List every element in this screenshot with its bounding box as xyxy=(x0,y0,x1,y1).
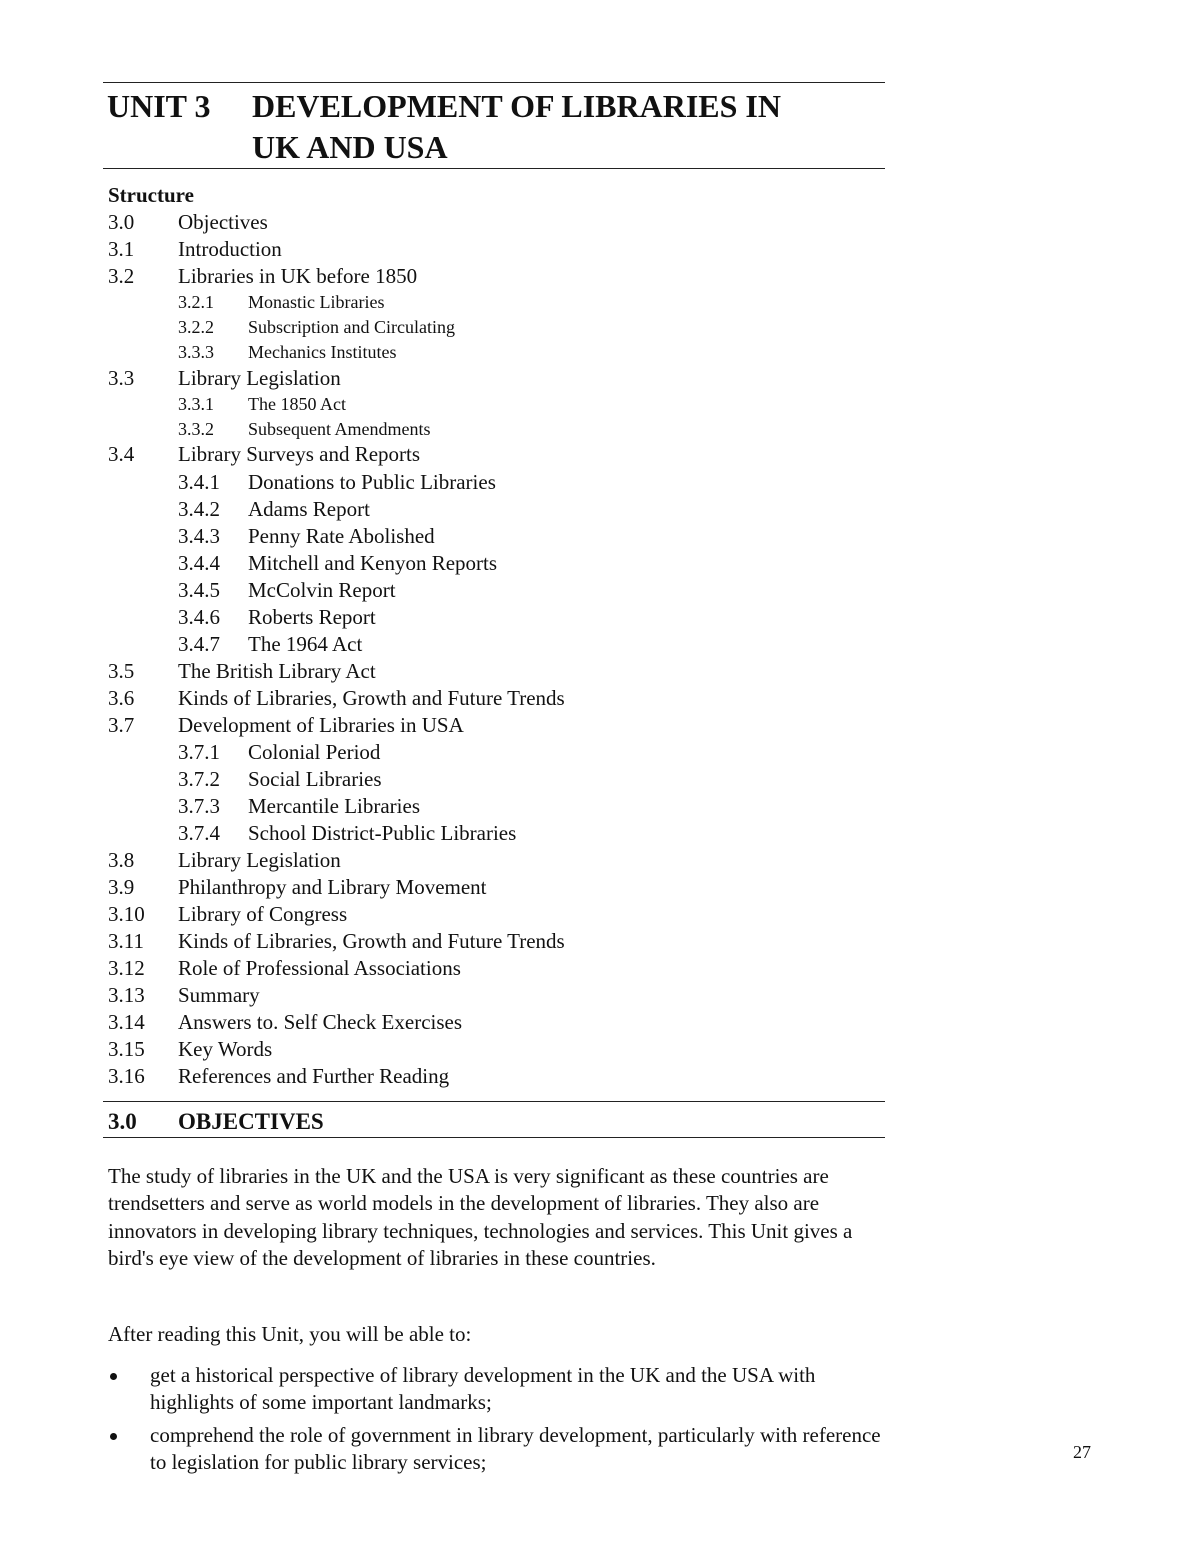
section-title: OBJECTIVES xyxy=(178,1109,324,1134)
toc-item-title: Roberts Report xyxy=(248,605,376,629)
toc-item-number: 3.7.2 xyxy=(178,767,220,791)
toc-item-number: 3.2 xyxy=(108,264,135,288)
toc-item-number: 3.3.2 xyxy=(178,419,214,439)
objectives-lead-in: After reading this Unit, you will be able to: xyxy=(108,1322,472,1346)
toc-item-number: 3.2.1 xyxy=(178,292,214,312)
toc-item-title: Mitchell and Kenyon Reports xyxy=(248,551,498,575)
toc-item-title: School District-Public Libraries xyxy=(248,821,517,845)
toc-item-title: Philanthropy and Library Movement xyxy=(178,875,487,899)
unit-title-line1: DEVELOPMENT OF LIBRARIES IN xyxy=(252,88,781,124)
page-number: 27 xyxy=(1073,1442,1091,1462)
toc-item-number: 3.12 xyxy=(108,956,145,980)
unit-title-line2: UK AND USA xyxy=(252,129,448,165)
toc-item-number: 3.3 xyxy=(108,366,135,390)
toc-item-title: Library Legislation xyxy=(178,366,341,390)
toc-item-number: 3.4.5 xyxy=(178,578,220,602)
toc-item-title: Penny Rate Abolished xyxy=(248,524,435,548)
toc-item-title: Mercantile Libraries xyxy=(248,794,420,818)
toc-item-title: The 1964 Act xyxy=(248,632,363,656)
section-number: 3.0 xyxy=(108,1109,137,1134)
toc-item-number: 3.11 xyxy=(108,929,144,953)
bullet-icon xyxy=(110,1433,117,1440)
toc-item-title: Subsequent Amendments xyxy=(248,419,431,439)
toc-item-title: Library of Congress xyxy=(178,902,348,926)
toc-item-number: 3.5 xyxy=(108,659,135,683)
toc-item-title: Library Surveys and Reports xyxy=(178,442,421,466)
toc-item-title: Monastic Libraries xyxy=(248,292,385,312)
toc-item-number: 3.8 xyxy=(108,848,135,872)
toc-item-number: 3.2.2 xyxy=(178,317,214,337)
bullet-text: comprehend the role of government in library development, particularly with reference to legislation for public library services; xyxy=(150,1423,881,1475)
title-bottom-rule xyxy=(103,168,885,169)
toc-item-number: 3.7.3 xyxy=(178,794,220,818)
toc-item-number: 3.16 xyxy=(108,1064,145,1088)
toc-item-title: Libraries in UK before 1850 xyxy=(178,264,418,288)
toc-item-title: Mechanics Institutes xyxy=(248,342,397,362)
structure-label: Structure xyxy=(108,183,194,207)
toc-item-title: Answers to. Self Check Exercises xyxy=(178,1010,463,1034)
unit-number: UNIT 3 xyxy=(107,88,211,124)
toc-item-title: The 1850 Act xyxy=(248,394,346,414)
toc-item-number: 3.14 xyxy=(108,1010,145,1034)
toc-item-number: 3.15 xyxy=(108,1037,145,1061)
toc-item-number: 3.7 xyxy=(108,713,135,737)
bullet-text: get a historical perspective of library development in the UK and the USA with highlights of some important landmarks; xyxy=(150,1363,816,1415)
toc-item-number: 3.10 xyxy=(108,902,145,926)
toc-item-title: Summary xyxy=(178,983,260,1007)
toc-item-title: Social Libraries xyxy=(248,767,382,791)
toc-item-number: 3.13 xyxy=(108,983,145,1007)
toc-item-title: Kinds of Libraries, Growth and Future Trends xyxy=(178,686,565,710)
top-rule xyxy=(103,82,885,83)
toc-item-number: 3.4 xyxy=(108,442,135,466)
toc-item-number: 3.4.2 xyxy=(178,497,220,521)
toc-item-title: Donations to Public Libraries xyxy=(248,470,496,494)
toc-item-title: Role of Professional Associations xyxy=(178,956,461,980)
toc-item-number: 3.7.1 xyxy=(178,740,220,764)
toc-item-number: 3.3.1 xyxy=(178,394,214,414)
toc-item-number: 3.4.7 xyxy=(178,632,220,656)
toc-item-title: References and Further Reading xyxy=(178,1064,450,1088)
toc-item-title: The British Library Act xyxy=(178,659,376,683)
toc-item-number: 3.0 xyxy=(108,210,135,234)
toc-item-title: Library Legislation xyxy=(178,848,341,872)
toc-item-title: Subscription and Circulating xyxy=(248,317,455,337)
section-heading xyxy=(108,1108,324,1136)
toc-item-title: Key Words xyxy=(178,1037,273,1061)
toc-item-number: 3.4.4 xyxy=(178,551,220,575)
toc-item-number: 3.7.4 xyxy=(178,821,220,845)
toc-item-number: 3.4.1 xyxy=(178,470,220,494)
toc-item-title: Adams Report xyxy=(248,497,370,521)
section-top-rule xyxy=(103,1101,885,1102)
objectives-paragraph: The study of libraries in the UK and the USA is very significant as these countries are trendsetters and serve as world models in the development of libraries. They also are innovators in developing library techniques, technologies and services. This Unit gives a bird's eye view of the development of libraries in these countries. xyxy=(108,1164,853,1271)
toc-item-number: 3.3.3 xyxy=(178,342,214,362)
toc-item-title: Introduction xyxy=(178,237,282,261)
toc-item-number: 3.4.6 xyxy=(178,605,220,629)
toc-item-title: McColvin Report xyxy=(248,578,396,602)
toc-item-number: 3.6 xyxy=(108,686,135,710)
toc-item-number: 3.1 xyxy=(108,237,135,261)
bullet-icon xyxy=(110,1373,117,1380)
toc-item-number: 3.4.3 xyxy=(178,524,220,548)
toc-item-title: Development of Libraries in USA xyxy=(178,713,464,737)
toc-item-title: Objectives xyxy=(178,210,268,234)
toc-item-number: 3.9 xyxy=(108,875,135,899)
toc-item-title: Colonial Period xyxy=(248,740,381,764)
toc-item-title: Kinds of Libraries, Growth and Future Trends xyxy=(178,929,565,953)
section-bottom-rule xyxy=(103,1137,885,1138)
